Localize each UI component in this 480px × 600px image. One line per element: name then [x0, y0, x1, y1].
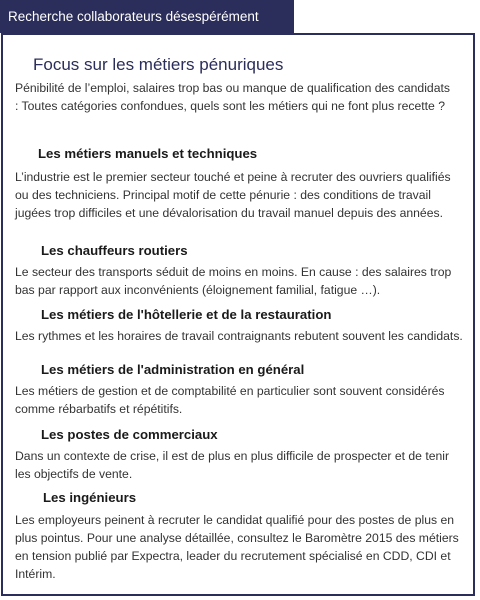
section-body-hospitality: Les rythmes et les horaires de travail contraignants rebutent souvent les candidats. [15, 329, 463, 343]
section-body-manual-jobs: L’industrie est le premier secteur touché et peine à recruter des ouvriers qualifiés ou des techniciens. Principal motif de cette pénurie : des conditions de travail jugées trop difficiles et une dévalorisation du travail manuel depuis des années. [15, 170, 451, 220]
section-title-truck-drivers: Les chauffeurs routiers [41, 243, 188, 258]
section-body-administration: Les métiers de gestion et de comptabilité en particulier sont souvent considérés comme rébarbatifs et répétitifs. [15, 384, 445, 416]
section-title-engineers: Les ingénieurs [43, 490, 137, 505]
section-title-hospitality: Les métiers de l'hôtellerie et de la restauration [41, 307, 332, 322]
section-body-truck-drivers: Le secteur des transports séduit de moins en moins. En cause : des salaires trop bas par rapport aux inconvénients (éloignement familial, fatigue …). [15, 265, 452, 297]
intro-paragraph: Pénibilité de l’emploi, salaires trop bas ou manque de qualification des candidats : Toutes catégories confondues, quels sont les métiers qui ne font plus recette ? [15, 81, 450, 113]
section-body-sales: Dans un contexte de crise, il est de plus en plus difficile de prospecter et de tenir les objectifs de vente. [15, 449, 450, 481]
page-title: Focus sur les métiers pénuriques [33, 55, 284, 74]
section-body-engineers: Les employeurs peinent à recruter le candidat qualifié pour des postes de plus en plus pointus. Pour une analyse détaillée, consultez le Baromètre 2015 des métiers en tension publié par Expectra, leader du recrutement spécialisé en CDD, CDI et Intérim. [15, 513, 459, 581]
header-tab: Recherche collaborateurs désespérément [0, 0, 294, 33]
section-title-administration: Les métiers de l'administration en général [41, 362, 305, 377]
section-title-sales: Les postes de commerciaux [41, 427, 218, 442]
section-title-manual-jobs: Les métiers manuels et techniques [38, 146, 258, 161]
